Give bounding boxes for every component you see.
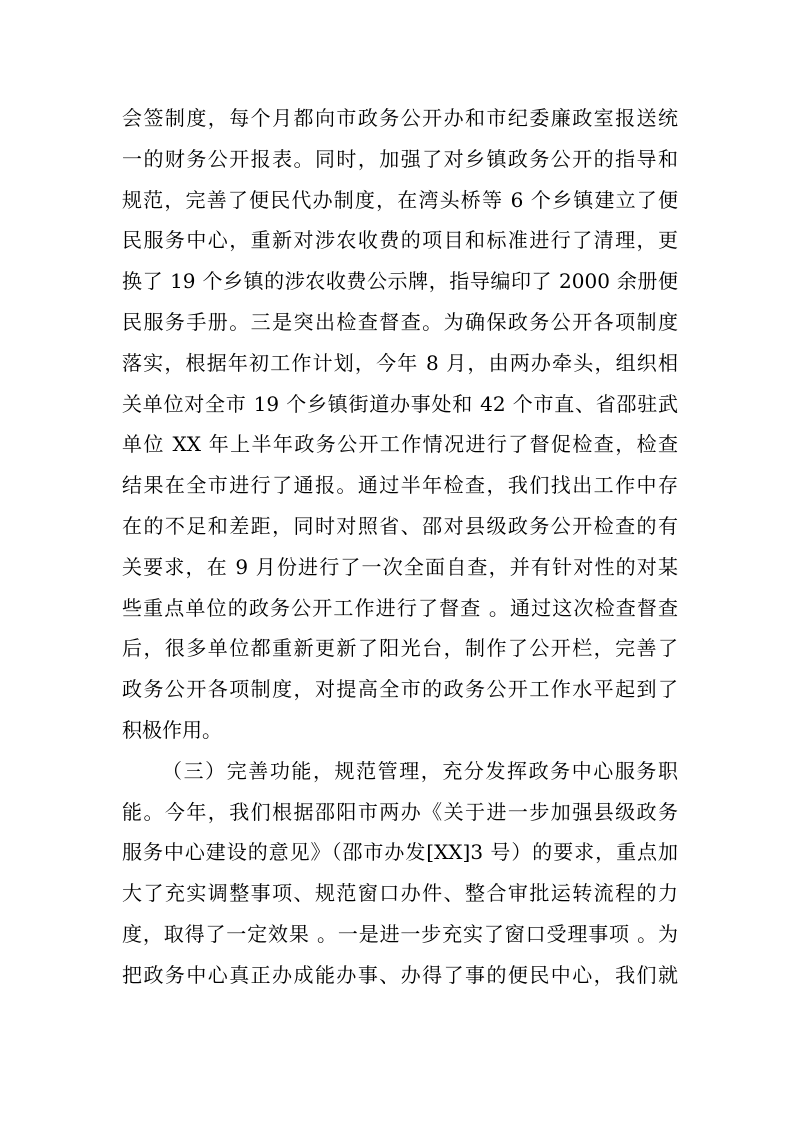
text-line: 换了 19 个乡镇的涉农收费公示牌，指导编印了 2000 余册便 [122,269,678,294]
text-line: 后，很多单位都重新更新了阳光台，制作了公开栏，完善了 [122,636,678,661]
text-line: 规范，完善了便民代办制度，在湾头桥等 6 个乡镇建立了便 [122,187,678,212]
text-line: 政务公开各项制度，对提高全市的政务公开工作水平起到了 [122,677,678,702]
section-heading-line: （三）完善功能，规范管理，充分发挥政务中心服务职 [162,758,678,783]
text-line: 会签制度，每个月都向市政务公开办和市纪委廉政室报送统 [122,106,678,130]
text-line: 能。今年，我们根据邵阳市两办《关于进一步加强县级政务 [122,799,678,824]
text-line: 在的不足和差距，同时对照省、邵对县级政务公开检查的有 [122,513,678,538]
text-line: 关单位对全市 19 个乡镇街道办事处和 42 个市直、省邵驻武 [122,391,678,416]
text-line: 民服务手册。三是突出检查督查。为确保政务公开各项制度 [122,309,678,334]
text-line: 大了充实调整事项、规范窗口办件、整合审批运转流程的力 [122,881,678,906]
paragraph-end-line: 积极作用。 [122,717,222,742]
body-text [122,98,678,996]
text-line: 一的财务公开报表。同时，加强了对乡镇政务公开的指导和 [122,146,678,171]
text-line: 些重点单位的政务公开工作进行了督查 。通过这次检查督查 [122,595,678,620]
text-line: 结果在全市进行了通报。通过半年检查，我们找出工作中存 [122,473,678,498]
text-line: 度，取得了一定效果 。一是进一步充实了窗口受理事项 。为 [122,921,678,946]
text-line: 服务中心建设的意见》（邵市办发[XX]3 号）的要求，重点加 [122,840,678,865]
text-line: 把政务中心真正办成能办事、办得了事的便民中心，我们就 [122,962,678,987]
text-line: 单位 XX 年上半年政务公开工作情况进行了督促检查，检查 [122,432,678,457]
text-line: 关要求，在 9 月份进行了一次全面自查，并有针对性的对某 [122,554,678,579]
text-line: 民服务中心，重新对涉农收费的项目和标准进行了清理，更 [122,228,678,253]
text-line: 落实，根据年初工作计划，今年 8 月，由两办牵头，组织相 [122,350,678,375]
